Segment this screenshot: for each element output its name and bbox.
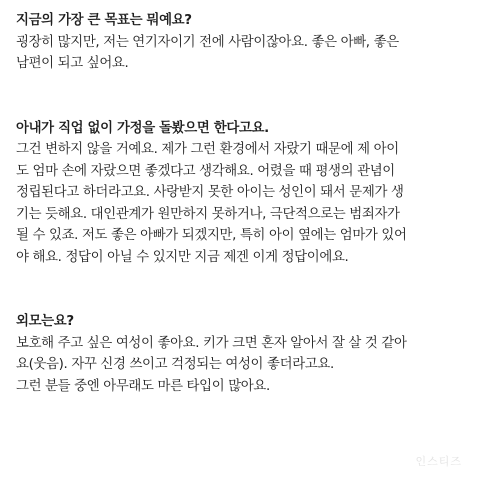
answer-line: 굉장히 많지만, 저는 연기자이기 전에 사람이잖아요. 좋은 아빠, 좋은 <box>16 34 399 50</box>
answer-line: 기는 듯해요. 대인관계가 원만하지 못하거나, 극단적으로는 범죄자가 <box>16 206 400 222</box>
answer-line: 야 해요. 정답이 아닐 수 있지만 지금 제겐 이게 정답이에요. <box>16 249 349 265</box>
question-appearance: 외모는요? <box>16 314 74 329</box>
answer-line: 정립된다고 하더라고요. 사랑받지 못한 아이는 성인이 돼서 문제가 생 <box>16 185 404 200</box>
question-wife: 아내가 직업 없이 가정을 돌봤으면 한다고요. <box>16 120 269 136</box>
paragraph-gap <box>16 268 472 290</box>
answer-line: 보호해 주고 싶은 여성이 좋아요. 키가 크면 혼자 알아서 잘 살 것 같아 <box>16 335 407 351</box>
answer-line: 그건 변하지 않을 거예요. 제가 그런 환경에서 자랐기 때문에 제 아이 <box>16 142 399 157</box>
paragraph-gap <box>16 290 472 312</box>
question-goal: 지금의 가장 큰 목표는 뭐예요? <box>16 13 192 28</box>
answer-line: 남편이 되고 싶어요. <box>16 56 129 71</box>
answer-line: 도 엄마 손에 자랐으면 좋겠다고 생각해요. 어렸을 때 평생의 관념이 <box>16 163 395 179</box>
qa-section-appearance <box>16 311 472 397</box>
qa-section-wife <box>16 118 472 269</box>
interview-document <box>16 10 472 397</box>
qa-section-goal <box>16 10 472 75</box>
paragraph-gap <box>16 75 472 97</box>
watermark-logo: 인스티즈 <box>415 455 462 468</box>
paragraph-gap <box>16 96 472 118</box>
answer-line: 그런 분들 중엔 아무래도 마른 타입이 많아요. <box>16 378 270 394</box>
answer-line: 될 수 있죠. 저도 좋은 아빠가 되겠지만, 특히 아이 옆에는 엄마가 있어 <box>16 228 407 243</box>
answer-line: 요(웃음). 자꾸 신경 쓰이고 걱정되는 여성이 좋더라고요. <box>16 357 334 372</box>
